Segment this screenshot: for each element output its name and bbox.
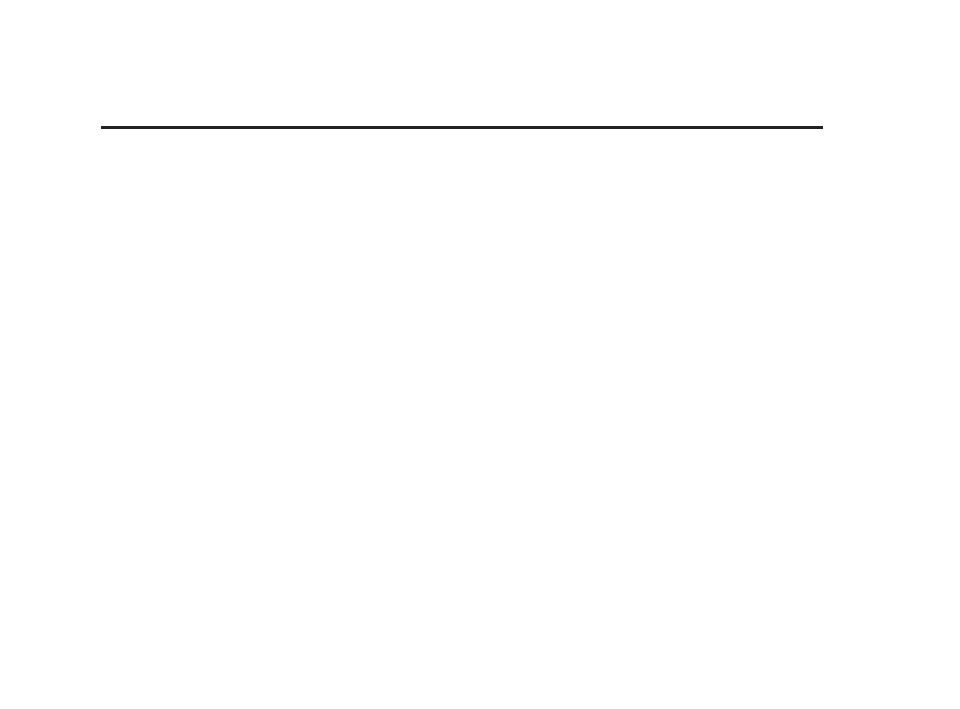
table-header: [101, 104, 823, 129]
